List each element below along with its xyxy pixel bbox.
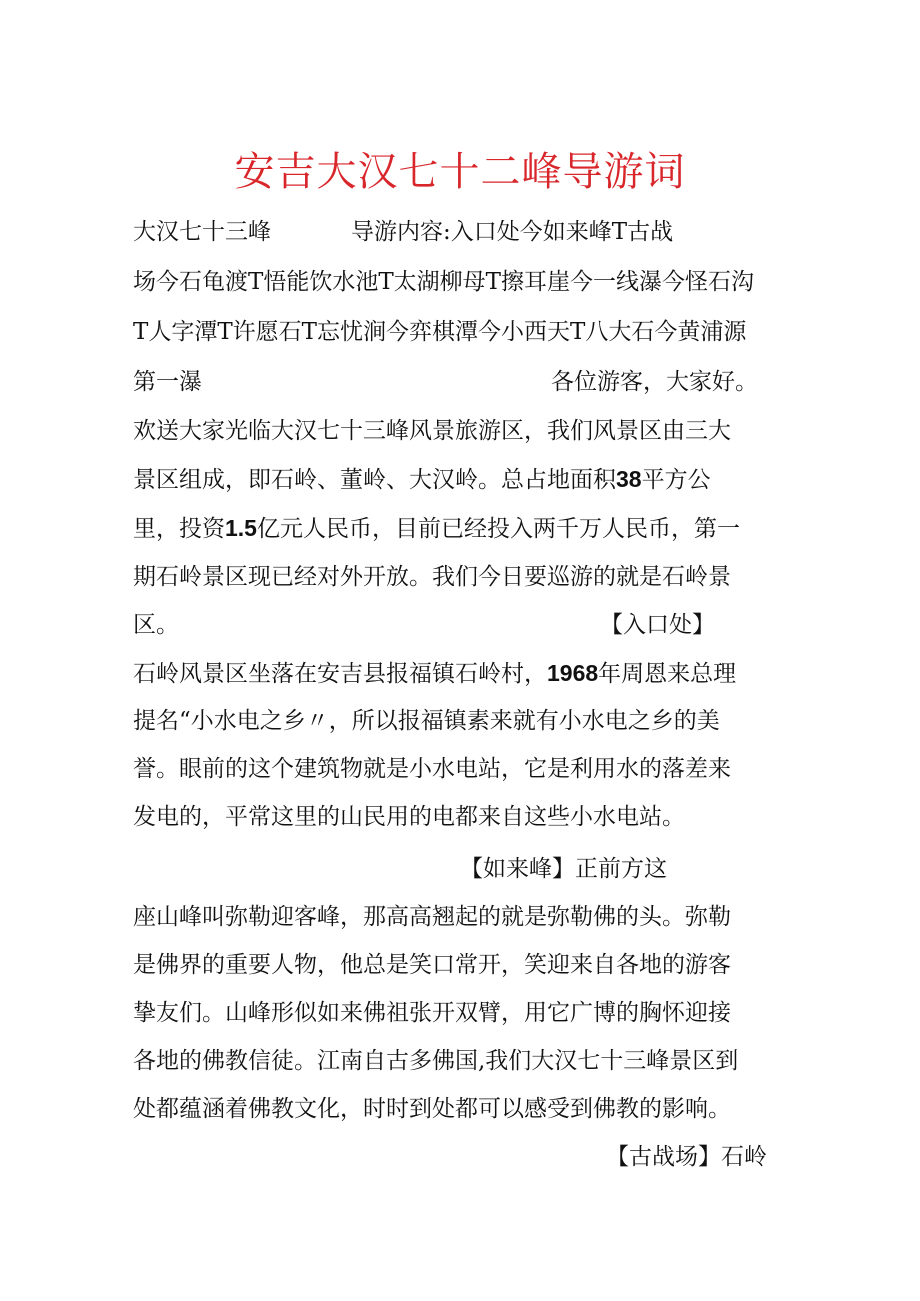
- text-line-11: 提名“小水电之乡〃，所以报福镇素来就有小水电之乡的美: [133, 708, 720, 734]
- text-line-4: [133, 366, 793, 398]
- tour-content-label: 导游内容:入口处今如来峰T古战: [351, 219, 674, 245]
- text-segment: 亿元人民币，目前已经投入两千万人民币，第一: [256, 516, 740, 542]
- text-line-13: 发电的，平常这里的山民用的电都来自这些小水电站。: [133, 804, 685, 830]
- text-segment: 里，投资: [133, 516, 225, 542]
- greeting-text: 各位游客，大家好。: [551, 369, 758, 395]
- text-line-18: 各地的佛教信徒。江南自古多佛国,我们大汉七十三峰景区到: [133, 1048, 739, 1074]
- text-line-6: [133, 463, 793, 496]
- text-line-10: [133, 657, 793, 690]
- area-number: 38: [616, 466, 642, 492]
- year-number: 1968: [547, 660, 599, 686]
- text-segment: 区。: [133, 612, 179, 638]
- text-segment: 石岭风景区坐落在安吉县报福镇石岭村，: [133, 661, 547, 687]
- text-line-1: [133, 216, 793, 248]
- section-heading-entrance: 【入口处】: [600, 612, 715, 638]
- text-line-5: 欢送大家光临大汉七十三峰风景旅游区，我们风景区由三大: [133, 418, 731, 444]
- text-line-7: [133, 512, 793, 545]
- section-heading-battlefield: 【古战场】石岭: [606, 1144, 767, 1170]
- document-title: 安吉大汉七十二峰导游词: [234, 149, 686, 195]
- text-line-19: 处都蕴涵着佛教文化，时时到处都可以感受到佛教的影响。: [133, 1096, 731, 1122]
- text-line-16: 是佛界的重要人物，他总是笑口常开，笑迎来自各地的游客: [133, 952, 731, 978]
- text-line-17: 挚友们。山峰形似如来佛祖张开双臂，用它广博的胸怀迎接: [133, 1000, 731, 1026]
- text-segment: 第一瀑: [133, 369, 202, 395]
- scenic-area-name: 大汉七十三峰: [133, 219, 271, 245]
- text-segment: 平方公: [641, 467, 711, 493]
- section-heading-rulai-peak: 【如来峰】正前方这: [460, 856, 667, 882]
- text-line-15: 座山峰叫弥勒迎客峰，那高高翘起的就是弥勒佛的头。弥勒: [133, 904, 731, 930]
- text-line-8: 期石岭景区现已经对外开放。我们今日要巡游的就是石岭景: [133, 564, 731, 590]
- investment-number: 1.5: [225, 515, 257, 541]
- text-line-2: 场今石龟渡T悟能饮水池T太湖柳母T擦耳崖今一线瀑今怪石沟: [133, 269, 755, 295]
- text-segment: 景区组成，即石岭、董岭、大汉岭。总占地面积: [133, 467, 616, 493]
- text-segment: 年周恩来总理: [598, 661, 737, 687]
- text-line-12: 誉。眼前的这个建筑物就是小水电站，它是利用水的落差来: [133, 756, 731, 782]
- text-line-3: T人字潭T许愿石T忘忧涧今弈棋潭今小西天T八大石今黄浦源: [133, 319, 747, 345]
- text-line-9: [133, 609, 793, 641]
